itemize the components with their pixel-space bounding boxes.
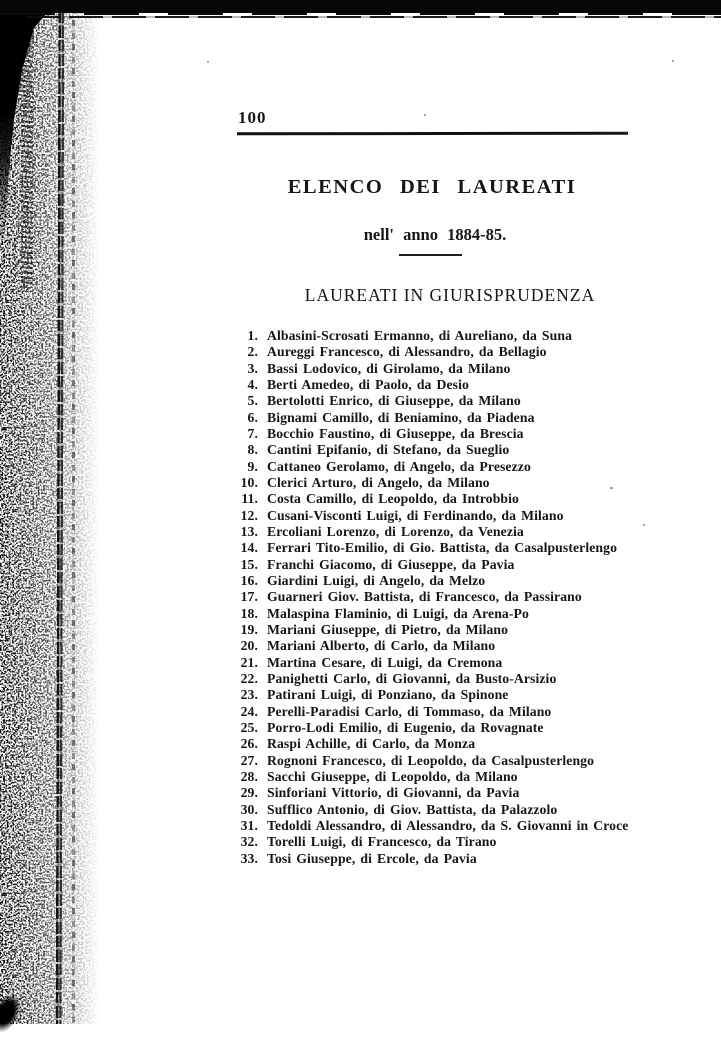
list-item: [227, 491, 697, 507]
entry-number: 30.: [240, 801, 258, 817]
entry-number: 21.: [240, 654, 258, 670]
scan-speck: [672, 60, 674, 62]
list-item: [227, 671, 697, 687]
list-item: [227, 475, 697, 491]
entry-number: 32.: [240, 834, 258, 850]
entry-text: Tosi Giuseppe, di Ercole, da Pavia: [267, 850, 477, 866]
list-item: [227, 851, 697, 867]
entry-number: 26.: [240, 736, 258, 752]
entry-number: 6.: [247, 409, 258, 425]
entry-number: 3.: [247, 360, 258, 376]
list-item: [227, 344, 697, 360]
entry-text: Bertolotti Enrico, di Giuseppe, da Milano: [267, 393, 521, 409]
entry-text: Sufflico Antonio, di Giov. Battista, da Palazzolo: [267, 801, 558, 817]
list-item: [227, 785, 697, 801]
entry-text: Patirani Luigi, di Ponziano, da Spinone: [267, 687, 509, 703]
section-heading: LAUREATI IN GIURISPRUDENZA: [304, 285, 596, 305]
entry-text: Panighetti Carlo, di Giovanni, da Busto-Arsizio: [267, 670, 557, 686]
entry-text: Ferrari Tito-Emilio, di Gio. Battista, da Casalpusterlengo: [267, 540, 618, 556]
entry-number: 33.: [240, 850, 258, 866]
entry-number: 20.: [240, 638, 258, 654]
scan-speck: [207, 61, 209, 63]
page-title: ELENCO DEI LAUREATI: [287, 176, 577, 198]
entry-text: Mariani Alberto, di Carlo, da Milano: [267, 638, 496, 654]
entry-text: Clerici Arturo, di Angelo, da Milano: [267, 474, 490, 490]
list-item: [227, 720, 697, 736]
entry-text: Tedoldi Alessandro, di Alessandro, da S. Giovanni in Croce: [267, 817, 629, 833]
list-item: [227, 442, 697, 458]
list-item: [227, 589, 697, 605]
entry-number: 16.: [240, 572, 258, 588]
entry-number: 1.: [247, 328, 258, 343]
entry-number: 25.: [240, 719, 258, 735]
list-item: [227, 426, 697, 442]
entry-number: 15.: [240, 556, 258, 572]
entry-number: 12.: [240, 507, 258, 523]
list-item: [227, 557, 697, 573]
list-item: [227, 687, 697, 703]
entry-text: Cantini Epifanio, di Stefano, da Sueglio: [267, 442, 510, 458]
header-rule: [237, 132, 628, 136]
entry-text: Raspi Achille, di Carlo, da Monza: [267, 736, 476, 752]
list-item: [227, 736, 697, 752]
book-gutter-line-2: [72, 20, 75, 1024]
entry-number: 27.: [240, 752, 258, 768]
scan-speck: [424, 114, 426, 116]
list-item: [227, 508, 697, 524]
entry-number: 10.: [240, 474, 258, 490]
entry-number: 5.: [247, 393, 258, 409]
entry-number: 11.: [241, 491, 258, 507]
list-item: [227, 753, 697, 769]
list-item: [227, 361, 697, 377]
entry-number: 29.: [240, 785, 258, 801]
entry-text: Porro-Lodi Emilio, di Eugenio, da Rovagnate: [267, 719, 544, 735]
entry-text: Bocchio Faustino, di Giuseppe, da Brescia: [267, 425, 524, 441]
entry-text: Sacchi Giuseppe, di Leopoldo, da Milano: [267, 768, 518, 784]
list-item: [227, 573, 697, 589]
entry-text: Torelli Luigi, di Francesco, da Tirano: [267, 834, 497, 850]
entry-text: Perelli-Paradisi Carlo, di Tommaso, da Milano: [267, 703, 552, 719]
list-item: [227, 606, 697, 622]
entry-text: Malaspina Flaminio, di Luigi, da Arena-Po: [267, 605, 529, 621]
entry-number: 14.: [240, 540, 258, 556]
entry-text: Ercoliani Lorenzo, di Lorenzo, da Venezia: [267, 523, 524, 539]
entry-text: Bignami Camillo, di Beniamino, da Piadena: [267, 409, 535, 425]
book-gutter-noise: [0, 0, 100, 1024]
page-subtitle: nell' anno 1884-85.: [363, 225, 507, 244]
graduates-list: [227, 328, 697, 867]
entry-text: Rognoni Francesco, di Leopoldo, da Casalpusterlengo: [267, 752, 595, 768]
entry-text: Albasini-Scrosati Ermanno, di Aureliano, da Suna: [267, 328, 573, 343]
entry-number: 24.: [240, 703, 258, 719]
entry-number: 22.: [240, 670, 258, 686]
entry-text: Franchi Giacomo, di Giuseppe, da Pavia: [267, 556, 515, 572]
list-item: [227, 655, 697, 671]
entry-text: Berti Amedeo, di Paolo, da Desio: [267, 376, 469, 392]
entry-number: 4.: [247, 376, 258, 392]
list-item: [227, 377, 697, 393]
scan-top-line: [26, 16, 721, 18]
entry-number: 18.: [240, 605, 258, 621]
list-item: [227, 818, 697, 834]
entry-number: 17.: [240, 589, 258, 605]
list-item: [227, 410, 697, 426]
page-number: 100: [238, 108, 267, 127]
entry-number: 2.: [247, 344, 258, 360]
entry-number: 19.: [240, 621, 258, 637]
list-item: [227, 638, 697, 654]
list-item: [227, 393, 697, 409]
subtitle-rule: [399, 254, 462, 256]
entry-text: Costa Camillo, di Leopoldo, da Introbbio: [267, 491, 519, 507]
list-item: [227, 524, 697, 540]
entry-text: Cattaneo Gerolamo, di Angelo, da Presezzo: [267, 458, 531, 474]
entry-number: 13.: [240, 523, 258, 539]
list-item: [227, 622, 697, 638]
list-item: [227, 328, 697, 344]
entry-text: Bassi Lodovico, di Girolamo, da Milano: [267, 360, 511, 376]
entry-text: Guarneri Giov. Battista, di Francesco, da Passirano: [267, 589, 582, 605]
entry-number: 31.: [240, 817, 258, 833]
list-item: [227, 540, 697, 556]
entry-text: Giardini Luigi, di Angelo, da Melzo: [267, 572, 486, 588]
entry-number: 8.: [247, 442, 258, 458]
entry-number: 23.: [240, 687, 258, 703]
entry-text: Sinforiani Vittorio, di Giovanni, da Pavia: [267, 785, 520, 801]
entry-number: 7.: [247, 425, 258, 441]
book-gutter-rough-strip: [21, 8, 33, 288]
list-item: [227, 769, 697, 785]
entry-text: Aureggi Francesco, di Alessandro, da Bellagio: [267, 344, 547, 360]
scan-top-edge: [0, 0, 721, 13]
entry-text: Mariani Giuseppe, di Pietro, da Milano: [267, 621, 509, 637]
list-item: [227, 834, 697, 850]
list-item: [227, 704, 697, 720]
entry-number: 28.: [240, 768, 258, 784]
list-item: [227, 802, 697, 818]
entry-text: Cusani-Visconti Luigi, di Ferdinando, da Milano: [267, 507, 564, 523]
list-item: [227, 459, 697, 475]
entry-text: Martina Cesare, di Luigi, da Cremona: [267, 654, 503, 670]
entry-number: 9.: [247, 458, 258, 474]
